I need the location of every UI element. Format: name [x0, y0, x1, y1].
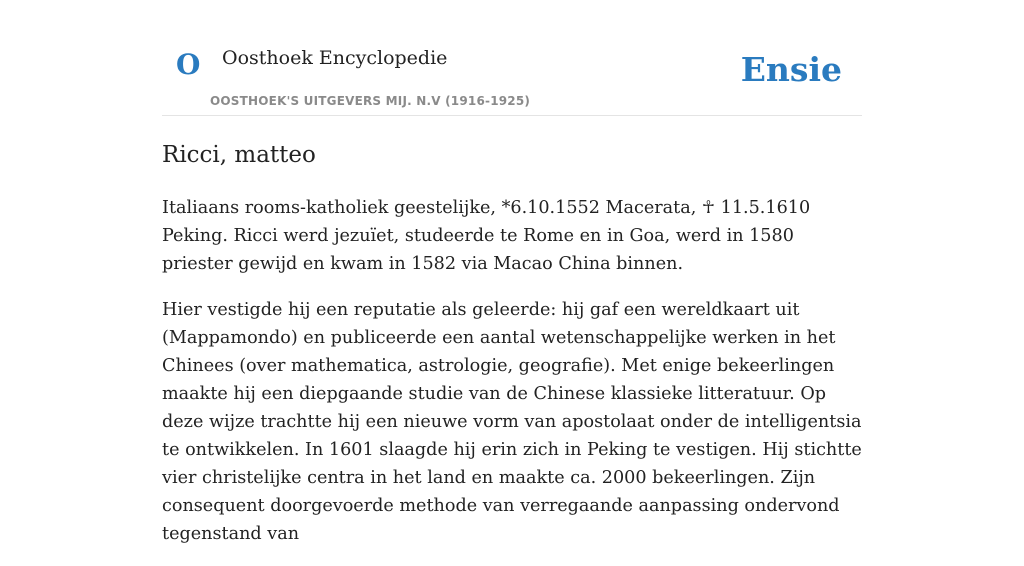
site-header [162, 0, 862, 116]
brand-logo[interactable]: Ensie [740, 50, 842, 89]
article-title: Ricci, matteo [162, 142, 316, 168]
article-body [162, 194, 862, 548]
article-paragraph-1: Italiaans rooms-katholiek geestelijke, *6.10.1552 Macerata, ☥ 11.5.1610 Peking. Ricci werd jezuïet, studeerde te Rome en in Goa, werd in 1580 priester gewijd en kwam in 1582 via Macao China binnen. [162, 198, 811, 274]
site-logo[interactable]: O [176, 48, 201, 81]
site-title[interactable]: Oosthoek Encyclopedie [222, 47, 448, 69]
content-container [162, 0, 862, 566]
article-paragraph-2: Hier vestigde hij een reputatie als geleerde: hij gaf een wereldkaart uit (Mappamondo) en publiceerde een aantal wetenschappelijke werken in het Chinees (over mathematica, astrologie, geografie). Met enige bekeerlingen maakte hij een diepgaande studie van de Chinese klassieke litteratuur. Op deze wijze trachtte hij een nieuwe vorm van apostolaat onder de intelligentsia te ontwikkelen. In 1601 slaagde hij erin zich in Peking te vestigen. Hij stichtte vier christelijke centra in het land en maakte ca. 2000 bekeerlingen. Zijn consequent doorgevoerde methode van verregaande aanpassing ondervond tegenstand van [162, 300, 862, 544]
site-subtitle: OOSTHOEK'S UITGEVERS MIJ. N.V (1916-1925) [210, 94, 531, 108]
